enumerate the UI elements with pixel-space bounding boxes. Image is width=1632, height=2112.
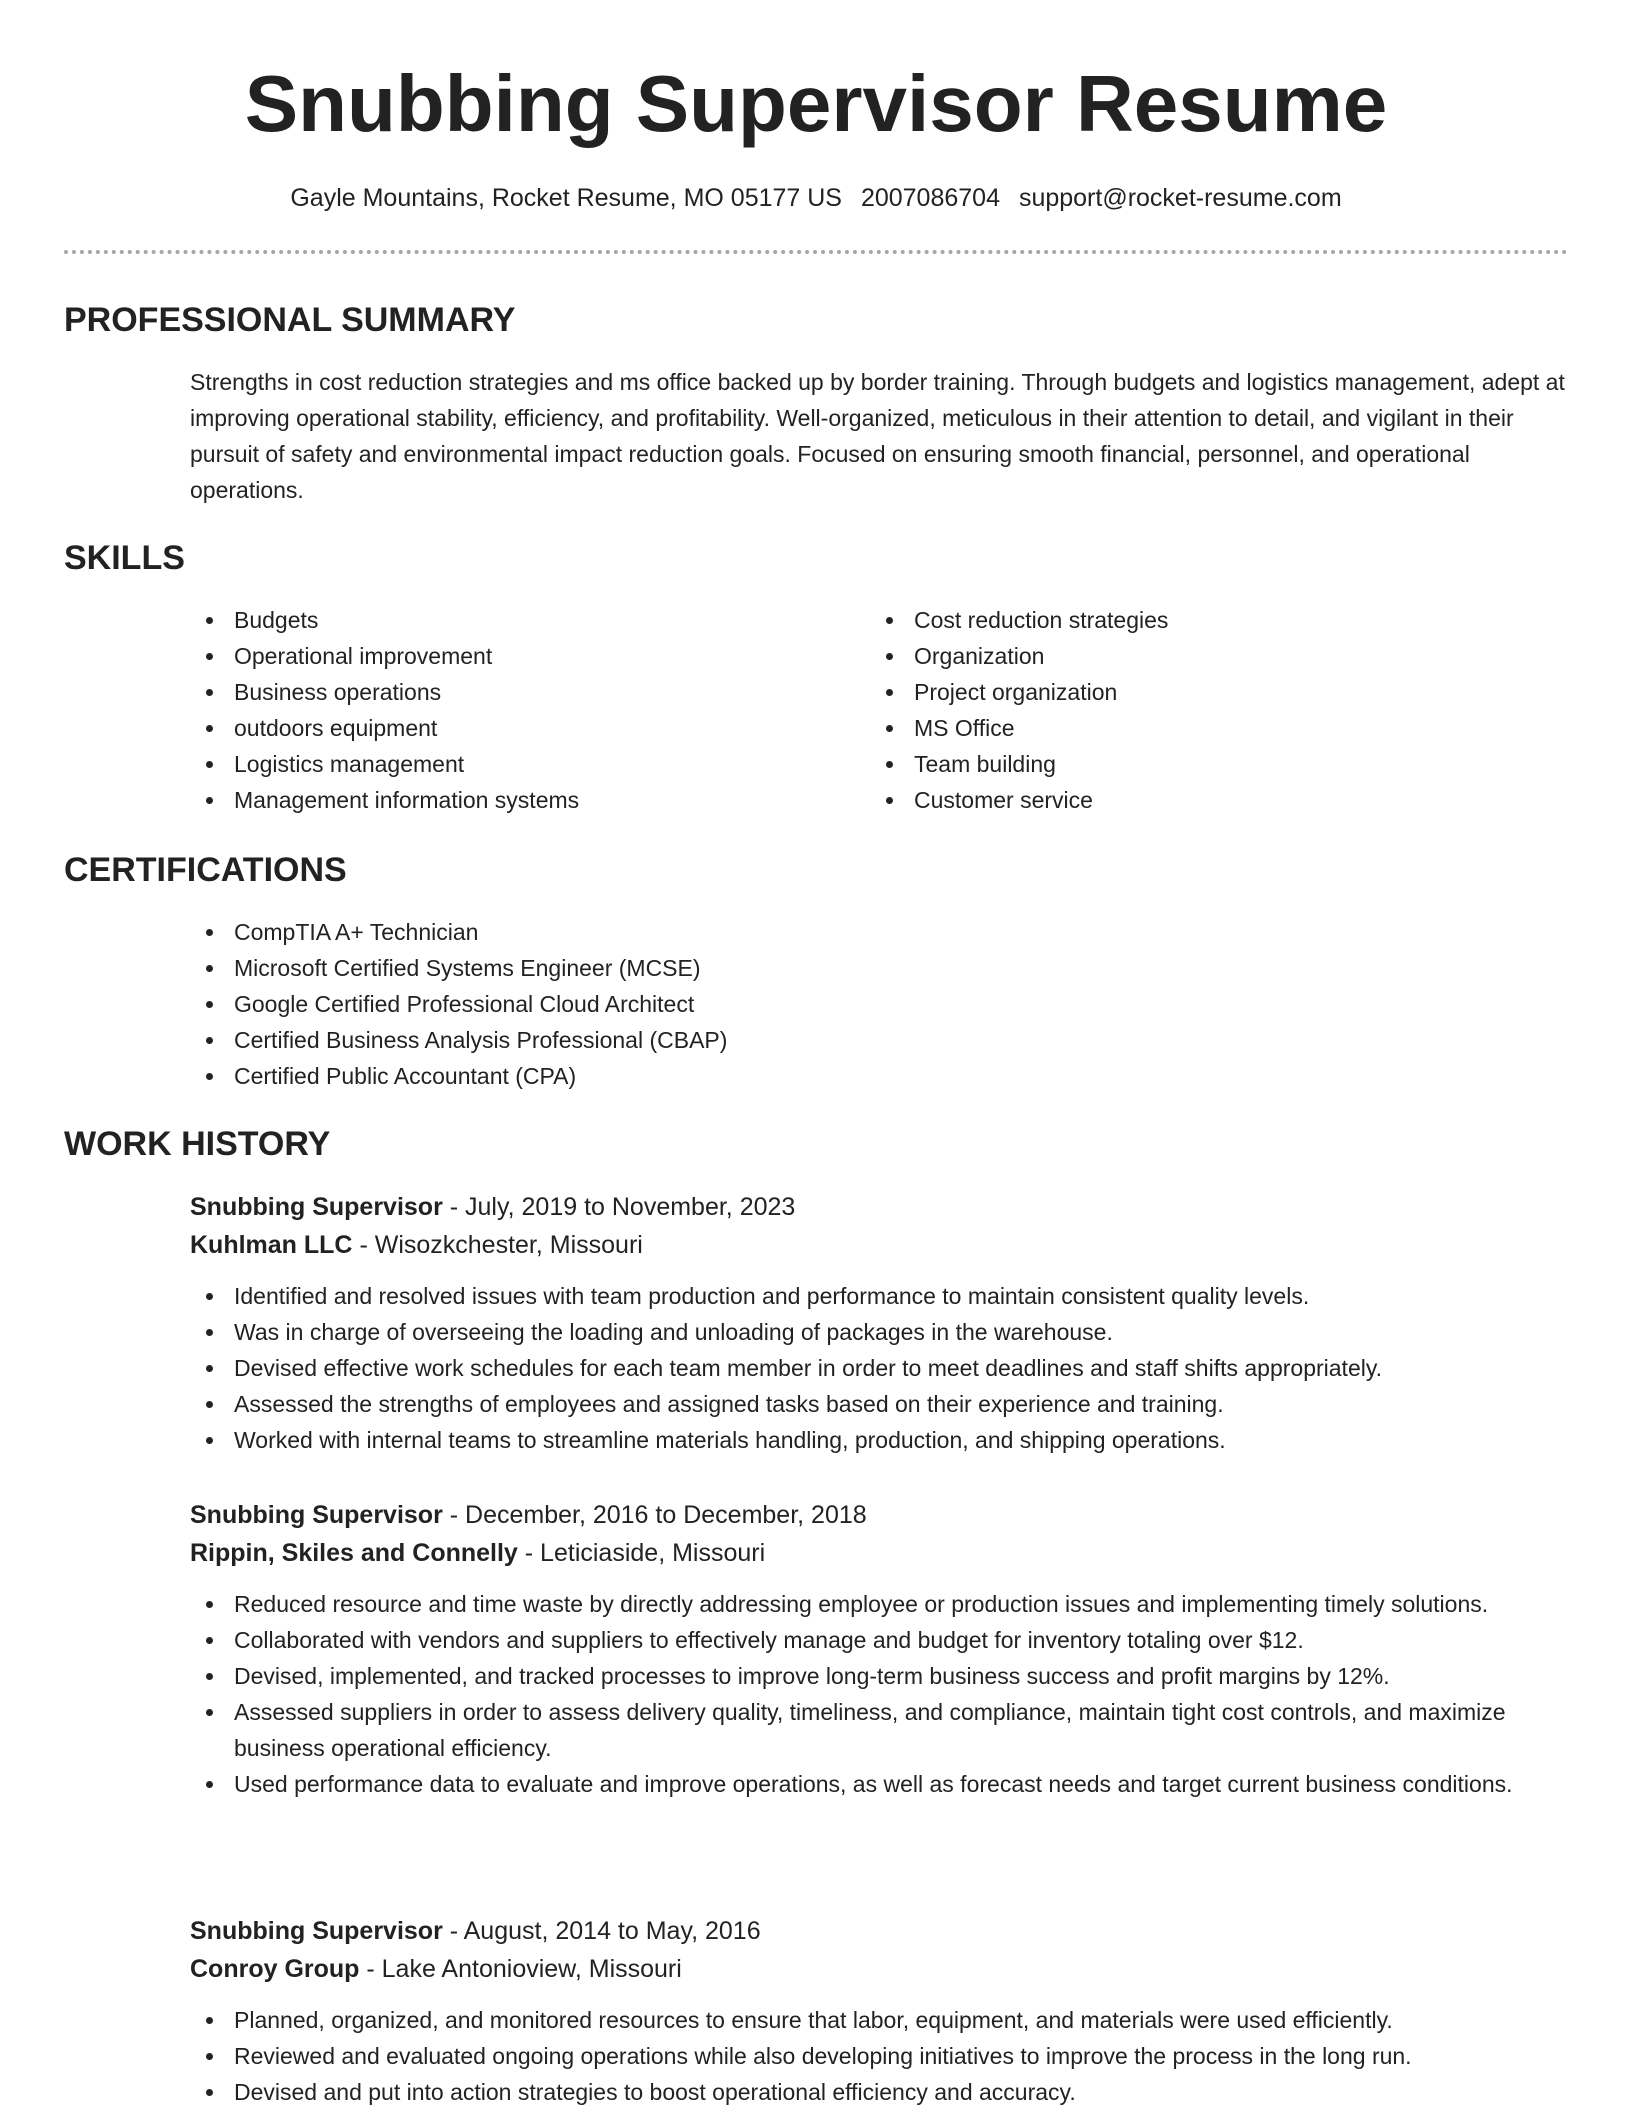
certifications-list [190, 914, 1490, 1094]
certification-item: Certified Business Analysis Professional (CBAP) [190, 1022, 1490, 1058]
job-company-line [190, 1226, 1568, 1264]
job-title: Snubbing Supervisor [190, 1193, 443, 1221]
skill-item: MS Office [870, 710, 1510, 746]
skills-list-right [870, 602, 1510, 818]
skills-heading: SKILLS [64, 539, 185, 577]
job-company: Rippin, Skiles and Connelly [190, 1539, 518, 1567]
skill-item: Organization [870, 638, 1510, 674]
job-duty-item: Planned, organized, and monitored resources to ensure that labor, equipment, and materials were used efficiently. [190, 2002, 1568, 2038]
certification-item: CompTIA A+ Technician [190, 914, 1490, 950]
contact-email: support@rocket-resume.com [1018, 184, 1342, 212]
skill-item: Logistics management [190, 746, 830, 782]
skill-item: Team building [870, 746, 1510, 782]
skill-item: Business operations [190, 674, 830, 710]
job-duty-item: Used performance data to evaluate and improve operations, as well as forecast needs and target current business conditions. [190, 1766, 1568, 1802]
summary-heading: PROFESSIONAL SUMMARY [64, 301, 516, 339]
contact-phone: 2007086704 [860, 184, 1000, 212]
job-duties [190, 1278, 1568, 1458]
skill-item: Customer service [870, 782, 1510, 818]
job-dates: - August, 2014 to May, 2016 [442, 1917, 761, 1945]
job-duty-item: Was in charge of overseeing the loading and unloading of packages in the warehouse. [190, 1314, 1568, 1350]
job-duty-item: Devised and put into action strategies to boost operational efficiency and accuracy. [190, 2074, 1568, 2110]
certifications-section [64, 850, 1568, 1100]
skill-item: Operational improvement [190, 638, 830, 674]
work-history-heading: WORK HISTORY [64, 1125, 331, 1163]
job-title: Snubbing Supervisor [190, 1917, 443, 1945]
skill-item: outdoors equipment [190, 710, 830, 746]
job-duty-item: Worked with internal teams to streamline materials handling, production, and shipping operations. [190, 1422, 1568, 1458]
job-duty-item: Assessed the strengths of employees and assigned tasks based on their experience and training. [190, 1386, 1568, 1422]
job-entry [190, 1496, 1568, 1802]
job-duty-item: Reduced resource and time waste by directly addressing employee or production issues and implementing timely solutions. [190, 1586, 1568, 1622]
job-company: Kuhlman LLC [190, 1231, 353, 1259]
job-entry [190, 1188, 1568, 1458]
job-duty-item: Reviewed and evaluated ongoing operations while also developing initiatives to improve the process in the long run. [190, 2038, 1568, 2074]
certification-item: Certified Public Accountant (CPA) [190, 1058, 1490, 1094]
contact-address: Gayle Mountains, Rocket Resume, MO 05177 US [290, 184, 842, 212]
job-duty-item: Assessed suppliers in order to assess delivery quality, timeliness, and compliance, maintain tight cost controls, and maximize business operational efficiency. [190, 1694, 1568, 1766]
job-company-line [190, 1950, 1568, 1988]
summary-section [64, 300, 1568, 510]
job-dates: - December, 2016 to December, 2018 [442, 1501, 867, 1529]
work-history-section [64, 1124, 1568, 2112]
job-entry [190, 1912, 1568, 2110]
certification-item: Google Certified Professional Cloud Architect [190, 986, 1490, 1022]
job-duty-item: Devised, implemented, and tracked processes to improve long-term business success and profit margins by 12%. [190, 1658, 1568, 1694]
job-company: Conroy Group [190, 1955, 360, 1983]
certifications-heading: CERTIFICATIONS [64, 851, 347, 889]
job-duties [190, 2002, 1568, 2110]
skill-item: Budgets [190, 602, 830, 638]
job-duty-item: Devised effective work schedules for each team member in order to meet deadlines and staff shifts appropriately. [190, 1350, 1568, 1386]
job-dates: - July, 2019 to November, 2023 [442, 1193, 796, 1221]
resume-title: Snubbing Supervisor Resume [244, 59, 1388, 148]
job-company-line [190, 1534, 1568, 1572]
job-duties [190, 1586, 1568, 1802]
job-title-line [190, 1188, 1568, 1226]
job-location: - Leticiaside, Missouri [517, 1539, 766, 1567]
job-title-line [190, 1912, 1568, 1950]
skill-item: Project organization [870, 674, 1510, 710]
job-duty-item: Collaborated with vendors and suppliers to effectively manage and budget for inventory totaling over $12. [190, 1622, 1568, 1658]
job-duty-item: Identified and resolved issues with team production and performance to maintain consistent quality levels. [190, 1278, 1568, 1314]
job-title: Snubbing Supervisor [190, 1501, 443, 1529]
job-title-line [190, 1496, 1568, 1534]
skill-item: Management information systems [190, 782, 830, 818]
contact-line [0, 180, 1632, 216]
skills-list-left [190, 602, 830, 818]
job-location: - Wisozkchester, Missouri [352, 1231, 643, 1259]
summary-text: Strengths in cost reduction strategies and ms office backed up by border training. Through budgets and logistics management, adept at improving operational stability, efficiency, and profitability. Well-organized, meticulous in their attention to detail, and vigilant in their pursuit of safety and environmental impact reduction goals. Focused on ensuring smooth financial, personnel, and operational operations. [190, 369, 1565, 503]
skill-item: Cost reduction strategies [870, 602, 1510, 638]
header-divider [64, 250, 1568, 254]
skills-section [64, 538, 1568, 828]
certification-item: Microsoft Certified Systems Engineer (MCSE) [190, 950, 1490, 986]
job-location: - Lake Antonioview, Missouri [359, 1955, 682, 1983]
